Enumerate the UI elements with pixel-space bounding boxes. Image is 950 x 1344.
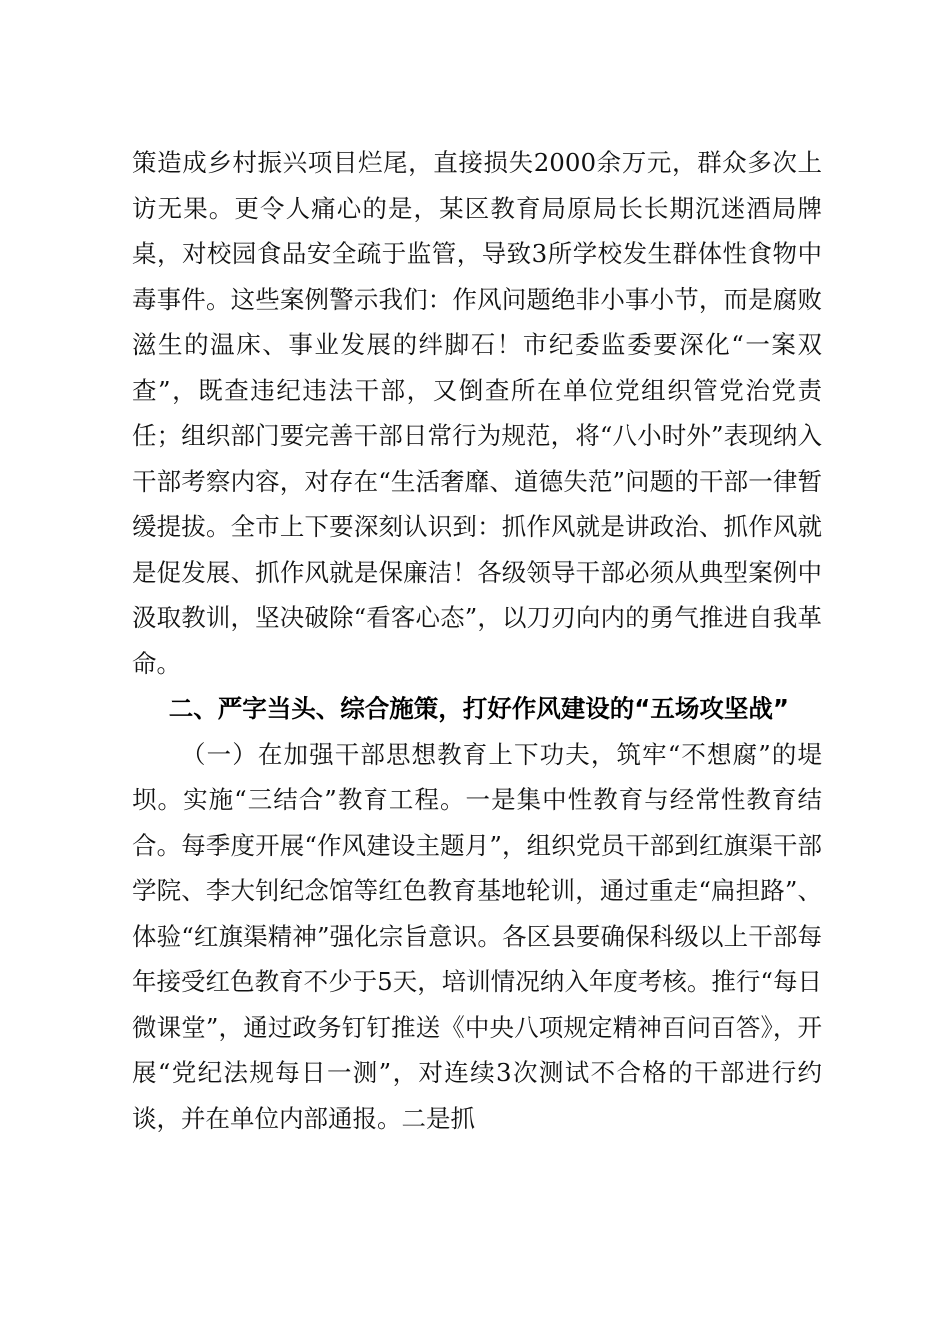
body-paragraph-continued: 策造成乡村振兴项目烂尾，直接损失2000余万元，群众多次上访无果。更令人痛心的是，某区教育局原局长长期沉迷酒局牌桌，对校园食品安全疏于监管，导致3所学校发生群体性食物中毒事件。这些案例警示我们：作风问题绝非小事小节，而是腐败滋生的温床、事业发展的绊脚石！市纪委监委要深化“一案双查”，既查违纪违法干部，又倒查所在单位党组织管党治党责任；组织部门要完善干部日常行为规范，将“八小时外”表现纳入干部考察内容，对存在“生活奢靡、道德失范”问题的干部一律暂缓提拔。全市上下要深刻认识到：抓作风就是讲政治、抓作风就是促发展、抓作风就是保廉洁！各级领导干部必须从典型案例中汲取教训，坚决破除“看客心态”，以刀刃向内的勇气推进自我革命。 [132, 148, 822, 678]
document-body [132, 140, 822, 1141]
subsection-paragraph: （一）在加强干部思想教育上下功夫，筑牢“不想腐”的堤坝。实施“三结合”教育工程。一是集中性教育与经常性教育结合。每季度开展“作风建设主题月”，组织党员干部到红旗渠干部学院、李大钊纪念馆等红色教育基地轮训，通过重走“扁担路”、体验“红旗渠精神”强化宗旨意识。各区县要确保科级以上干部每年接受红色教育不少于5天，培训情况纳入年度考核。推行“每日微课堂”，通过政务钉钉推送《中央八项规定精神百问百答》，开展“党纪法规每日一测”，对连续3次测试不合格的干部进行约谈，并在单位内部通报。二是抓 [132, 739, 822, 1133]
section-heading: 二、严字当头、综合施策，打好作风建设的“五场攻坚战” [168, 694, 789, 723]
